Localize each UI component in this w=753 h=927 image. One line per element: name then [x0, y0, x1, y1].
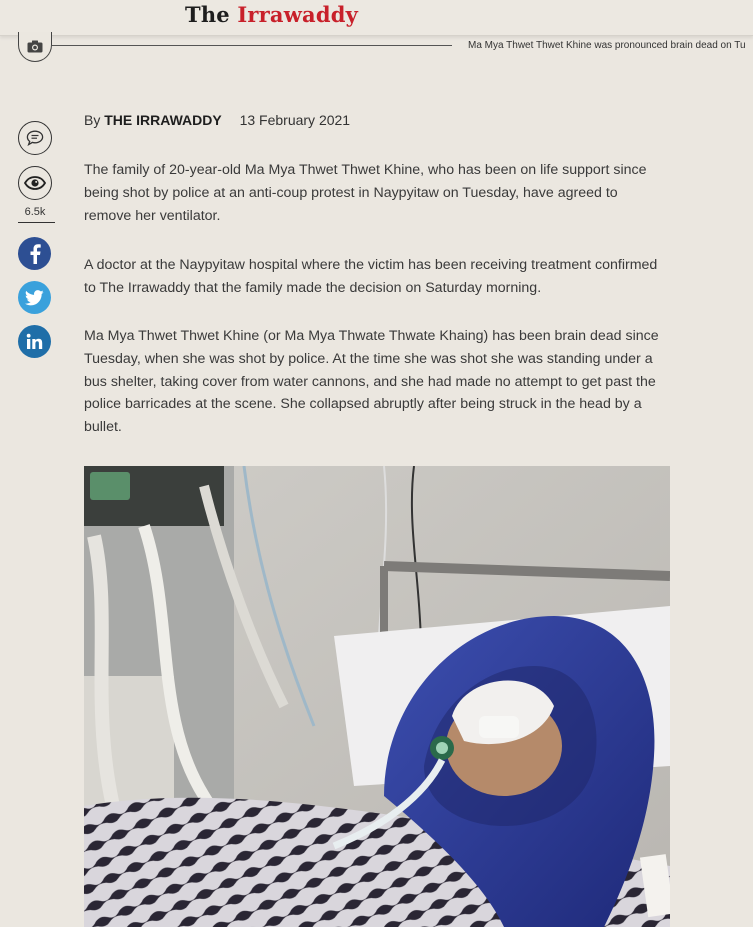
hospital-bed-photo: [84, 466, 670, 927]
article-paragraph: The family of 20-year-old Ma Mya Thwet Thwet Khine, who has been on life support since being shot by police at an anti-coup protest in Naypyitaw on Tuesday, have agreed to remove her ventilator.: [84, 162, 647, 224]
sidebar-divider: [18, 222, 55, 223]
byline-prefix: By: [84, 112, 101, 128]
article-paragraph: A doctor at the Naypyitaw hospital where the victim has been receiving treatment confirmed to The Irrawaddy that the family made the decision on Saturday morning.: [84, 257, 658, 296]
comment-icon: [26, 130, 44, 146]
article-paragraph: Ma Mya Thwet Thwet Khine (or Ma Mya Thwate Thwate Khaing) has been brain dead since Tuesday, when she was shot by police. At the time she was shot she was standing under a bus shelter, taking cover from water cannons, and she had made no attempt to get past the police barricades at the scene. She collapsed abruptly after being struck in the head by a bullet.: [84, 328, 659, 436]
publish-date: 13 February 2021: [239, 112, 351, 128]
eye-icon: [24, 176, 46, 190]
byline: [84, 112, 350, 128]
views-button[interactable]: [18, 166, 52, 200]
logo-irrawaddy: Irrawaddy: [237, 2, 358, 27]
views-count: 6.5k: [24, 206, 46, 218]
facebook-icon: [29, 244, 41, 264]
site-logo[interactable]: [185, 2, 358, 27]
linkedin-icon: [26, 333, 43, 350]
author-link[interactable]: THE IRRAWADDY: [104, 112, 222, 128]
article-photo: [84, 466, 670, 927]
share-sidebar: [18, 121, 56, 358]
photo-caption-row: [0, 32, 753, 64]
masthead: [0, 0, 753, 36]
twitter-icon: [25, 290, 44, 306]
logo-the: The: [185, 2, 230, 27]
camera-icon: [27, 40, 43, 53]
caption-divider: [52, 45, 452, 46]
photo-caption-toggle[interactable]: [18, 32, 52, 62]
share-facebook-button[interactable]: [18, 237, 51, 270]
comments-button[interactable]: [18, 121, 52, 155]
share-linkedin-button[interactable]: [18, 325, 51, 358]
share-twitter-button[interactable]: [18, 281, 51, 314]
photo-caption: Ma Mya Thwet Thwet Khine was pronounced brain dead on Tu: [468, 40, 746, 51]
